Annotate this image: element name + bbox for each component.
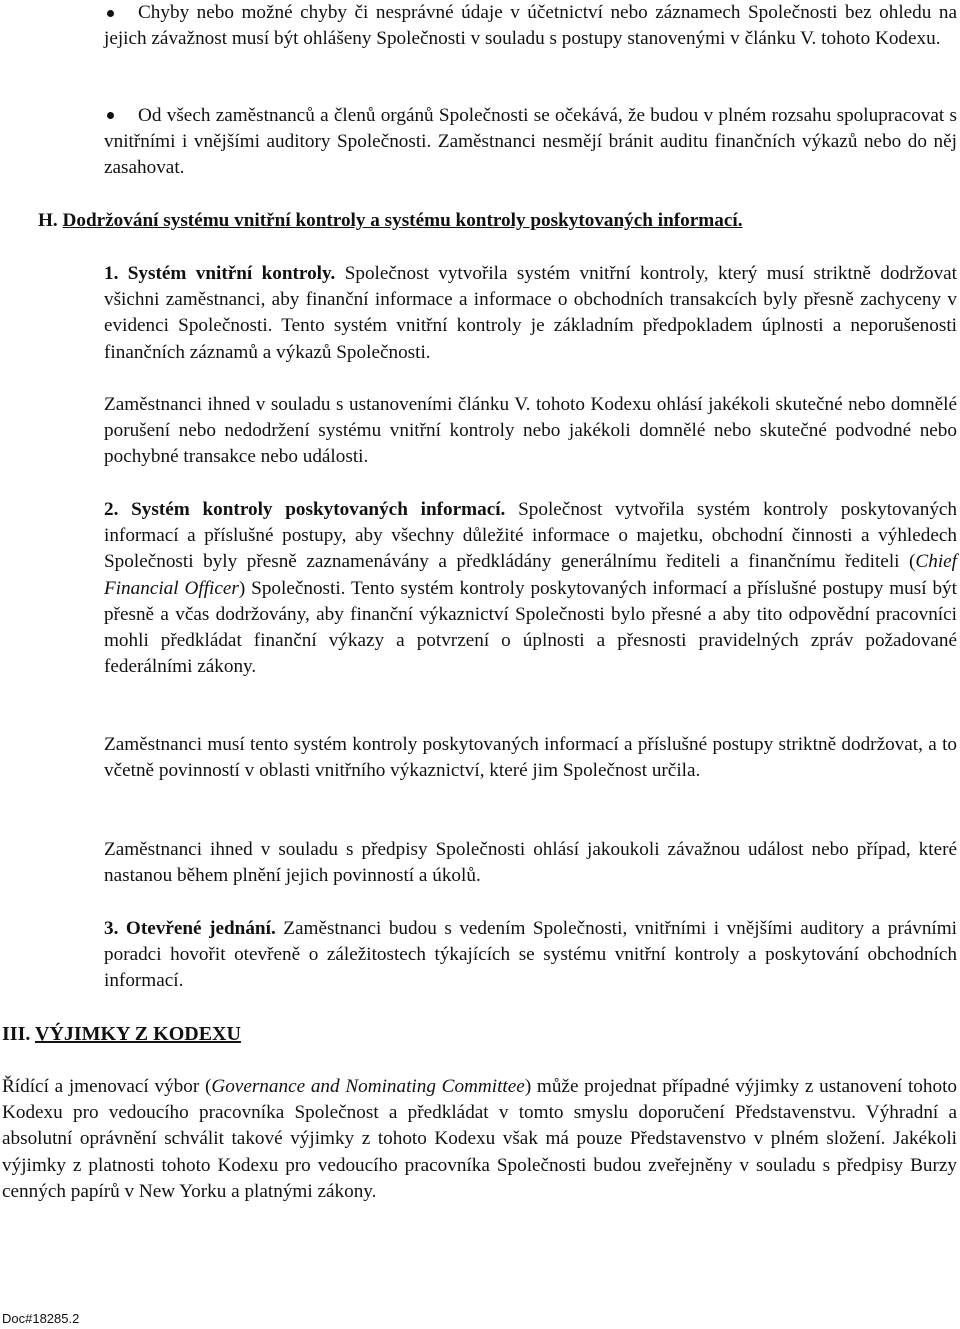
section-title: Dodržování systému vnitřní kontroly a systému kontroly poskytovaných informací.: [62, 210, 743, 231]
item-number: 3.: [104, 918, 119, 939]
item-text: ) Společnosti. Tento systém kontroly poskytovaných informací a příslušné postupy musí být přesně a včas dodržovány, aby finanční výkaznictví Společnosti bylo přesné a aby tito odpovědní pracovníci mohli předkládat finanční výkazy a potvrzení o úplnosti a přesnosti pravidelných zpráv požadované federálními zákony.: [104, 577, 957, 678]
item-number: 2.: [104, 499, 119, 520]
item-number: 1.: [104, 263, 119, 284]
item-heading: Systém kontroly poskytovaných informací.: [131, 499, 506, 520]
bullet-paragraph: Chyby nebo možné chyby či nesprávné údaje v účetnictví nebo záznamech Společnosti bez ohledu na jejich závažnost musí být ohlášeny Společnosti v souladu s postupy stanovenými v článku V. tohoto Kodexu.: [104, 2, 957, 50]
final-paragraph: [2, 1074, 957, 1205]
item-heading: Systém vnitřní kontroly.: [127, 263, 336, 284]
item-1-paragraph: [104, 261, 957, 366]
section-numeral: III.: [2, 1023, 31, 1045]
item-text: Společnost vytvořila systém vnitřní kontroly, který musí striktně dodržovat všichni zaměstnanci, aby finanční informace a informace o obchodních transakcích byly přesně zachyceny v evidenci Společnosti. Tento systém vnitřní kontroly je základním předpokladem úplnosti a neporušenosti finančních záznamů a výkazů Společnosti.: [104, 263, 958, 363]
section-letter: H.: [38, 210, 58, 231]
document-footer: Doc#18285.2: [2, 1311, 80, 1326]
item-3-paragraph: [104, 916, 957, 995]
section-title: VÝJIMKY Z KODEXU: [35, 1023, 241, 1045]
final-text: Řídící a jmenovací výbor (: [2, 1076, 212, 1097]
item-text-italic: Chief Financial Officer: [104, 551, 957, 599]
item-heading: Otevřené jednání.: [125, 918, 276, 939]
item-2-paragraph-3: Zaměstnanci ihned v souladu s předpisy Společnosti ohlásí jakoukoli závažnou událost nebo případ, které nastanou během plnění jejich povinností a úkolů.: [104, 839, 957, 887]
section-heading-h: [38, 208, 938, 234]
item-1-paragraph-2: Zaměstnanci ihned v souladu s ustanoveními článku V. tohoto Kodexu ohlásí jakékoli skutečné nebo domnělé porušení nebo nedodržení systému vnitřní kontroly nebo jakékoli domnělé nebo skutečné podvodné nebo pochybné transakce nebo události.: [104, 394, 957, 468]
item-2-paragraph: [104, 497, 957, 680]
final-text: ) může projednat případné výjimky z ustanovení tohoto Kodexu pro vedoucího pracovníka Společnost a předkládat v tomto smyslu doporučení Představenstvu. Výhradní a absolutní oprávnění schválit takové výjimky z tohoto Kodexu však má pouze Představenstvo v plném složení. Jakékoli výjimky z platnosti tohoto Kodexu pro vedoucího pracovníka Společnosti budou zveřejněny v souladu s předpisy Burzy cenných papírů v New Yorku a platnými zákony.: [2, 1076, 957, 1202]
final-text-italic: Governance and Nominating Committee: [211, 1076, 525, 1097]
bullet-paragraph: Od všech zaměstnanců a členů orgánů Společnosti se očekává, že budou v plném rozsahu spolupracovat s vnitřními i vnějšími auditory Společnosti. Zaměstnanci nesmějí bránit auditu finančních výkazů nebo do něj zasahovat.: [104, 105, 957, 179]
item-text: Zaměstnanci budou s vedením Společnosti, vnitřními i vnějšími auditory a právními poradci hovořit otevřeně o záležitostech týkajících se systému vnitřní kontroly a poskytování obchodních informací.: [104, 918, 957, 992]
section-heading-iii: [2, 1021, 241, 1047]
item-2-paragraph-2: Zaměstnanci musí tento systém kontroly poskytovaných informací a příslušné postupy striktně dodržovat, a to včetně povinností v oblasti vnitřního výkaznictví, které jim Společnost určila.: [104, 734, 957, 782]
item-text: Společnost vytvořila systém kontroly poskytovaných informací a příslušné postupy, aby všechny důležité informace o majetku, obchodní činnosti a výhledech Společnosti byly přesně zaznamenávány a předkládány generálnímu řediteli a finančnímu řediteli (: [104, 499, 958, 573]
